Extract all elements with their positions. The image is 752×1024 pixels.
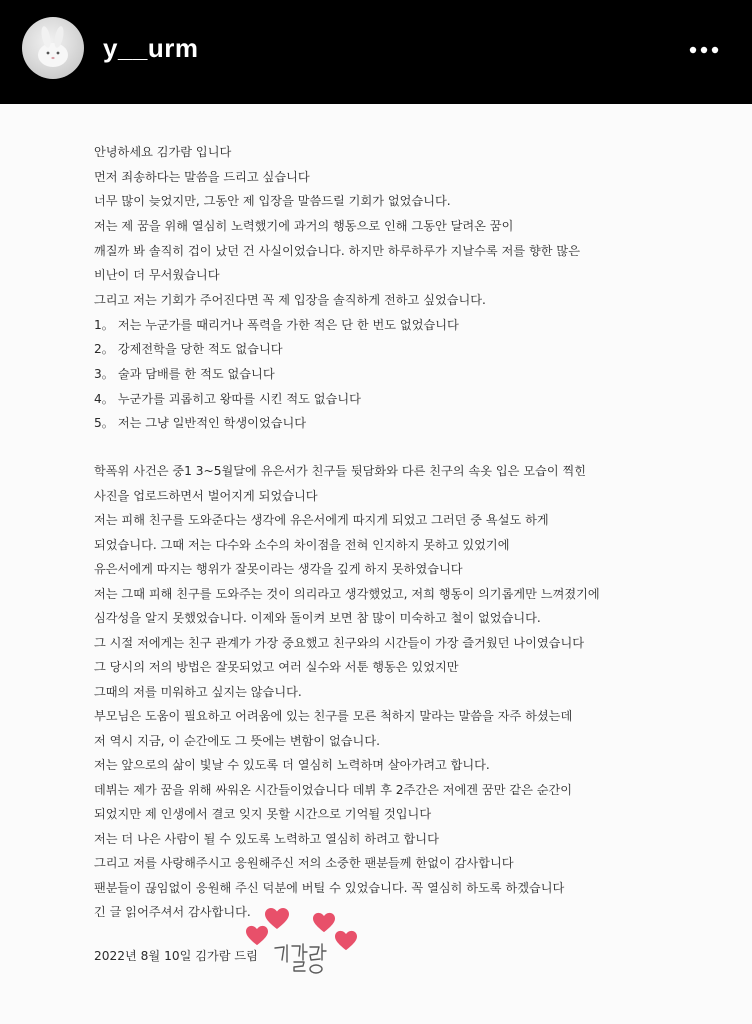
letter-line: 저 역시 지금, 이 순간에도 그 뜻에는 변함이 없습니다. — [94, 734, 380, 748]
letter-line: 그때의 저를 미워하고 싶지는 않습니다. — [94, 685, 302, 699]
letter-line: 부모님은 도움이 필요하고 어려움에 있는 친구를 모른 척하지 말라는 말씀을 자주 하셨는데 — [94, 709, 573, 723]
letter-line: 저는 제 꿈을 위해 열심히 노력했기에 과거의 행동으로 인해 그동안 달려온 꿈이 — [94, 219, 514, 233]
letter-line: 데뷔는 제가 꿈을 위해 싸워온 시간들이었습니다 데뷔 후 2주간은 저에겐 꿈만 같은 순간이 — [94, 783, 573, 797]
story-header — [0, 0, 752, 104]
letter-line: 저는 그때 피해 친구를 도와주는 것이 의리라고 생각했었고, 저희 행동이 의기롭게만 느껴졌기에 — [94, 587, 600, 601]
letter-line: 팬분들이 끊임없이 응원해 주신 덕분에 버틸 수 있었습니다. 꼭 열심히 하도록 하겠습니다 — [94, 881, 565, 895]
letter-line: 비난이 더 무서웠습니다 — [94, 268, 220, 282]
letter-line: 안녕하세요 김가람 입니다 — [94, 145, 232, 159]
letter-line: 그리고 저는 기회가 주어진다면 꼭 제 입장을 솔직하게 전하고 싶었습니다. — [94, 293, 486, 307]
heart-icon — [334, 930, 358, 952]
letter-line: 너무 많이 늦었지만, 그동안 제 입장을 말씀드릴 기회가 없었습니다. — [94, 194, 451, 208]
letter-line: 되었지만 제 인생에서 결코 잊지 못할 시간으로 기억될 것입니다 — [94, 807, 432, 821]
letter-line: 2。 강제전학을 당한 적도 없습니다 — [94, 342, 283, 356]
letter-line: 그 시절 저에게는 친구 관계가 가장 중요했고 친구와의 시간들이 가장 즐거웠던 나이였습니다 — [94, 636, 584, 650]
handwritten-signature — [272, 940, 328, 980]
letter-line: 심각성을 알지 못했었습니다. 이제와 돌이켜 보면 참 많이 미숙하고 철이 없었습니다. — [94, 611, 541, 625]
letter-line: 저는 피해 친구를 도와준다는 생각에 유은서에게 따지게 되었고 그러던 중 욕설도 하게 — [94, 513, 549, 527]
more-options-button[interactable] — [682, 30, 726, 70]
username[interactable]: y__urm — [103, 33, 199, 63]
letter-line: 먼저 죄송하다는 말씀을 드리고 싶습니다 — [94, 170, 310, 184]
letter-line: 저는 더 나은 사람이 될 수 있도록 노력하고 열심히 하려고 합니다 — [94, 832, 439, 846]
letter-line: 긴 글 읽어주셔서 감사합니다. — [94, 905, 251, 919]
letter-line: 3。 술과 담배를 한 적도 없습니다 — [94, 367, 275, 381]
letter-line: 저는 앞으로의 삶이 빛날 수 있도록 더 열심히 노력하며 살아가려고 합니다. — [94, 758, 490, 772]
letter-line: 1。 저는 누군가를 때리거나 폭력을 가한 적은 단 한 번도 없었습니다 — [94, 318, 459, 332]
heart-icon — [245, 925, 269, 947]
letter-line: 그리고 저를 사랑해주시고 응원해주신 저의 소중한 팬분들께 한없이 감사합니다 — [94, 856, 514, 870]
letter-line: 5。 저는 그냥 일반적인 학생이었습니다 — [94, 416, 307, 430]
letter-line: 그 당시의 저의 방법은 잘못되었고 여러 실수와 서툰 행동은 있었지만 — [94, 660, 459, 674]
letter-line: 깨질까 봐 솔직히 겁이 났던 건 사실이었습니다. 하지만 하루하루가 지날수록 저를 향한 많은 — [94, 244, 580, 258]
signature-date: 2022년 8월 10일 김가람 드림 — [94, 949, 258, 963]
letter-line: 사진을 업로드하면서 벌어지게 되었습니다 — [94, 489, 318, 503]
letter-line: 되었습니다. 그때 저는 다수와 소수의 차이점을 전혀 인지하지 못하고 있었기에 — [94, 538, 510, 552]
rabbit-avatar-icon — [22, 17, 84, 79]
heart-icon — [312, 912, 336, 934]
letter-line: 유은서에게 따지는 행위가 잘못이라는 생각을 깊게 하지 못하였습니다 — [94, 562, 463, 576]
letter-line: 학폭위 사건은 중1 3~5월달에 유은서가 친구들 뒷담화와 다른 친구의 속옷 입은 모습이 찍힌 — [94, 464, 587, 478]
profile-avatar[interactable] — [22, 17, 84, 79]
more-horizontal-icon — [689, 46, 719, 54]
letter-line: 4。 누군가를 괴롭히고 왕따를 시킨 적도 없습니다 — [94, 392, 361, 406]
